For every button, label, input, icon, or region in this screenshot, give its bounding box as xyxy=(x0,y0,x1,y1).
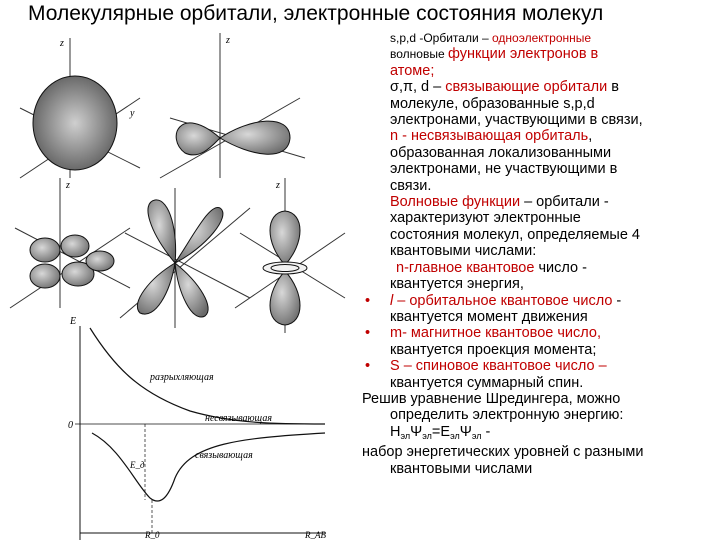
bullet-icon: • xyxy=(365,292,371,309)
orbital-figures xyxy=(0,28,360,540)
slide-title: Молекулярные орбитали, электронные состояния молекул xyxy=(28,2,604,25)
dz2-axis-z: z xyxy=(276,180,280,191)
line-2: волновые функции электронов в xyxy=(390,46,599,63)
q4-line-1: • S – спиновое квантовое число – xyxy=(365,358,607,375)
s-axis-z: z xyxy=(60,38,64,49)
q1-line-1: n-главное квантовое число - xyxy=(396,259,587,276)
p-orbital xyxy=(160,33,305,178)
wf-line-3: состояния молекул, определяемые 4 xyxy=(390,226,640,243)
n-line-1: n - несвязывающая орбиталь, xyxy=(390,128,593,145)
rab-label: R_AB xyxy=(305,530,326,540)
zero-label: 0 xyxy=(68,420,73,431)
text-column xyxy=(360,30,720,477)
sigma-line-1: σ,π, d – связывающие орбитали в xyxy=(390,79,619,96)
d-orbital-small xyxy=(10,178,130,308)
bullet-icon: • xyxy=(365,358,371,375)
levels-line-1: набор энергетических уровней с разными xyxy=(362,444,644,461)
wf-line-4: квантовыми числами: xyxy=(390,243,537,260)
q2-line-2: квантуется момент движения xyxy=(390,308,588,325)
nonbonding-label: несвязывающая xyxy=(205,413,273,424)
q1-line-2: квантуется энергия, xyxy=(390,276,524,293)
schrodinger-equation: $H_{эл}\Psi_{эл}=E_{эл}\Psi_{эл}$ - xyxy=(390,423,491,441)
energy-axis-label: E xyxy=(70,316,77,327)
q2-line-1: • l – орбитальное квантовое число - xyxy=(365,292,622,309)
depth-label: E_д xyxy=(130,460,145,470)
n-line-2: образованная локализованными xyxy=(390,144,612,161)
bonding-label: связывающая xyxy=(195,450,253,461)
schrodinger-line-2: определить электронную энергию: xyxy=(390,407,624,424)
d-orbital-clover xyxy=(120,188,250,328)
line-1: s,p,d -Орбитали – одноэлектронные xyxy=(390,31,592,45)
energy-diagram xyxy=(75,326,325,540)
q4-line-2: квантуется суммарный спин. xyxy=(390,374,584,391)
n-line-3: электронами, не участвующими в xyxy=(390,161,618,178)
q3-line-1: • m- магнитное квантовое число, xyxy=(365,325,601,342)
line-3: атоме; xyxy=(390,62,435,79)
d-axis-z: z xyxy=(66,180,70,191)
bullet-icon: • xyxy=(365,325,371,342)
n-line-4: связи. xyxy=(390,177,432,194)
wf-line-1: Волновые функции – орбитали - xyxy=(390,194,609,211)
sigma-line-3: электронами, участвующими в связи, xyxy=(390,112,643,129)
s-orbital xyxy=(20,38,140,178)
dz2-orbital xyxy=(235,178,345,333)
q3-line-2: квантуется проекция момента; xyxy=(390,341,597,358)
s-axis-y: y xyxy=(130,108,135,119)
r0-label: R_0 xyxy=(145,530,160,540)
levels-line-2: квантовыми числами xyxy=(390,460,533,477)
antibonding-label: разрыхляющая xyxy=(150,372,214,383)
p-axis-z: z xyxy=(226,35,230,46)
wf-line-2: характеризуют электронные xyxy=(390,210,581,227)
schrodinger-line-1: Решив уравнение Шредингера, можно xyxy=(362,390,621,407)
sigma-line-2: молекуле, образованные s,p,d xyxy=(390,95,595,112)
